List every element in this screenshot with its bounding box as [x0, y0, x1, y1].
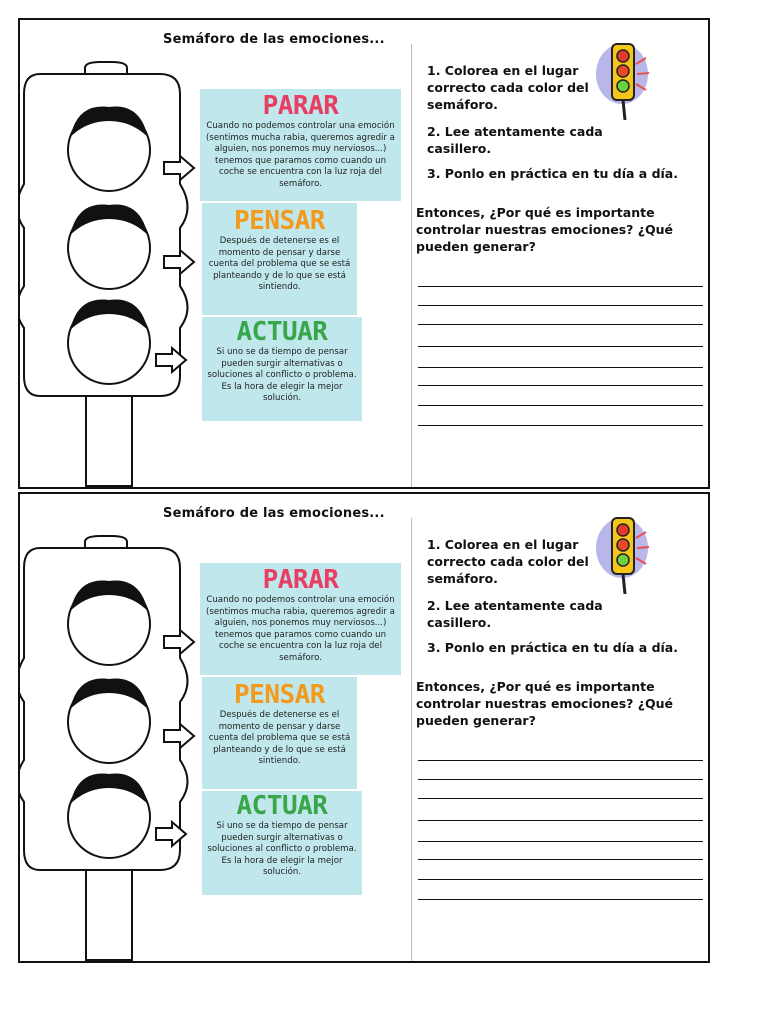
answer-line[interactable]: [418, 760, 703, 761]
reflection-question: Entonces, ¿Por qué es importante controlar nuestras emociones? ¿Qué pueden generar?: [416, 679, 673, 728]
answer-line[interactable]: [418, 779, 703, 780]
traffic-light-icon: [594, 40, 654, 122]
pensar-heading: PENSAR: [234, 680, 325, 710]
parar-heading: PARAR: [262, 91, 339, 121]
answer-line[interactable]: [418, 305, 703, 306]
parar-box: [200, 89, 401, 201]
pensar-box: [202, 203, 357, 315]
red-lamp: [68, 108, 150, 191]
instruction-3: 3. Ponlo en práctica en tu día a día.: [427, 640, 678, 655]
answer-line[interactable]: [418, 798, 703, 799]
answer-line[interactable]: [418, 405, 703, 406]
parar-box: [200, 563, 401, 675]
answer-line[interactable]: [418, 286, 703, 287]
actuar-text: Si uno se da tiempo de pensar pueden surgir alternativas o soluciones al conflicto o problema. Es la hora de elegir la mejor solución.: [207, 821, 357, 877]
traffic-light-icon: [594, 514, 654, 596]
answer-line[interactable]: [418, 879, 703, 880]
answer-line[interactable]: [418, 859, 703, 860]
actuar-box: [202, 317, 362, 421]
parar-text: Cuando no podemos controlar una emoción (sentimos mucha rabia, queremos agredir a alguien, nos ponemos muy nerviosos...) tenemos que paramos como cuando un coche se encuentra con la luz roja del semáforo.: [206, 121, 395, 189]
instruction-3: 3. Ponlo en práctica en tu día a día.: [427, 166, 678, 181]
pensar-text: Después de detenerse es el momento de pensar y darse cuenta del problema que se está planteando y de lo que se está sintiendo.: [208, 236, 351, 292]
pensar-box: [202, 677, 357, 789]
reflection-question: Entonces, ¿Por qué es importante controlar nuestras emociones? ¿Qué pueden generar?: [416, 205, 673, 254]
answer-line[interactable]: [418, 841, 703, 842]
pensar-text: Después de detenerse es el momento de pensar y darse cuenta del problema que se está planteando y de lo que se está sintiendo.: [208, 710, 351, 766]
answer-line[interactable]: [418, 385, 703, 386]
actuar-box: [202, 791, 362, 895]
answer-line[interactable]: [418, 425, 703, 426]
answer-line[interactable]: [418, 346, 703, 347]
traffic-light-drawing: [20, 532, 200, 964]
traffic-light-drawing: [20, 58, 200, 490]
instruction-2: 2. Lee atentamente cada casillero.: [427, 598, 603, 630]
worksheet-card-bottom: [18, 492, 710, 963]
instruction-2: 2. Lee atentamente cada casillero.: [427, 124, 603, 156]
instruction-1: 1. Colorea en el lugar correcto cada color del semáforo.: [427, 63, 589, 112]
answer-line[interactable]: [418, 367, 703, 368]
yellow-lamp: [68, 206, 150, 289]
parar-heading: PARAR: [262, 565, 339, 595]
worksheet-title: Semáforo de las emociones...: [163, 506, 385, 521]
green-lamp: [68, 775, 150, 858]
worksheet-card-top: [18, 18, 710, 489]
actuar-heading: ACTUAR: [236, 317, 328, 347]
parar-text: Cuando no podemos controlar una emoción (sentimos mucha rabia, queremos agredir a alguien, nos ponemos muy nerviosos...) tenemos que paramos como cuando un coche se encuentra con la luz roja del semáforo.: [206, 595, 395, 663]
column-divider: [411, 44, 412, 487]
column-divider: [411, 518, 412, 961]
yellow-lamp: [68, 680, 150, 763]
actuar-heading: ACTUAR: [236, 791, 328, 821]
pensar-heading: PENSAR: [234, 206, 325, 236]
worksheet-title: Semáforo de las emociones...: [163, 32, 385, 47]
answer-line[interactable]: [418, 899, 703, 900]
answer-line[interactable]: [418, 324, 703, 325]
green-lamp: [68, 301, 150, 384]
instruction-1: 1. Colorea en el lugar correcto cada color del semáforo.: [427, 537, 589, 586]
actuar-text: Si uno se da tiempo de pensar pueden surgir alternativas o soluciones al conflicto o problema. Es la hora de elegir la mejor solución.: [207, 347, 357, 403]
red-lamp: [68, 582, 150, 665]
answer-line[interactable]: [418, 820, 703, 821]
